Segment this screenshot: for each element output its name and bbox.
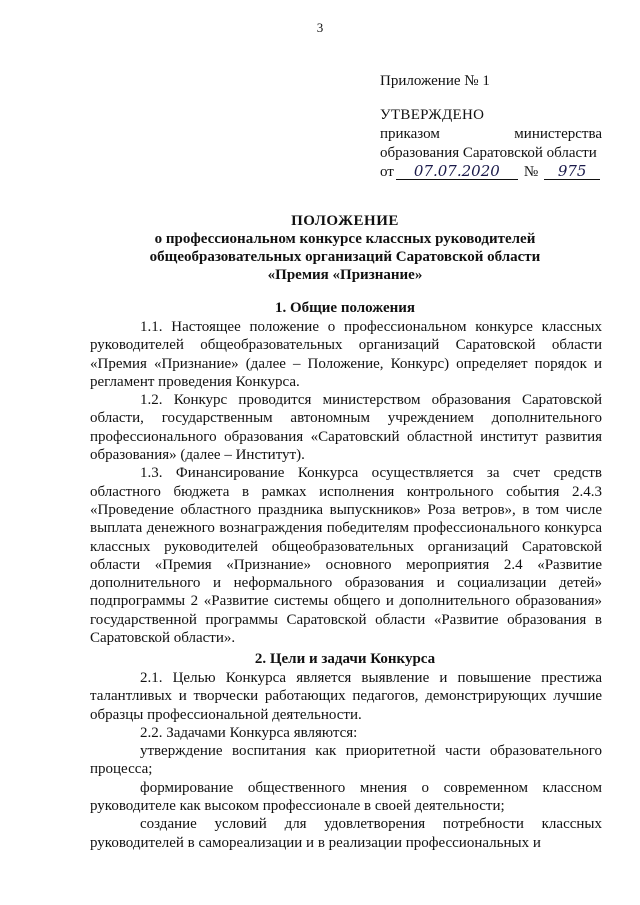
ministry-word: министерства: [514, 126, 602, 142]
paragraph-2-5: создание условий для удовлетворения потребности классных руководителей в самореализации и в реализации профессиональных и: [90, 816, 602, 851]
order-word: приказом: [380, 126, 440, 142]
title-line-4: «Премия «Признание»: [267, 267, 423, 283]
section-1-body: [90, 318, 602, 647]
date-number-line: [380, 163, 602, 182]
title-line-1: ПОЛОЖЕНИЕ: [291, 213, 399, 229]
title-line-3: общеобразовательных организаций Саратовской области: [149, 249, 541, 265]
number-label: №: [523, 164, 539, 180]
ministry-line: образования Саратовской области: [380, 145, 597, 161]
paragraph-2-1: 2.1. Целью Конкурса является выявление и повышение престижа талантливых и творчески работающих педагогов, демонстрирующих лучшие образцы профессиональной деятельности.: [90, 670, 602, 723]
title-line-2: о профессиональном конкурсе классных руководителей: [154, 231, 536, 247]
document-title: [90, 212, 600, 284]
paragraph-2-2: 2.2. Задачами Конкурса являются:: [140, 724, 358, 741]
section-1-heading: 1. Общие положения: [274, 300, 416, 316]
from-label: от: [380, 164, 394, 180]
paragraph-1-2: 1.2. Конкурс проводится министерством образования Саратовской области, государственным автономным учреждением дополнительного профессионального образования «Саратовский областной институт развития образования» (далее – Институт).: [90, 392, 602, 464]
paragraph-2-4: формирование общественного мнения о современном классном руководителе как высоком профессионале в своей деятельности;: [90, 779, 602, 815]
page-number: 3: [316, 20, 324, 35]
handwritten-number: 975: [544, 164, 600, 180]
section-2-body: [90, 669, 602, 852]
section-2-heading: 2. Цели и задачи Конкурса: [254, 651, 436, 667]
approval-block: [380, 106, 602, 182]
paragraph-1-3: 1.3. Финансирование Конкурса осуществляется за счет средств областного бюджета в рамках исполнения контрольного события 2.4.3 «Проведение областного праздника выпускников» Роза ветров», в том числе выплата денежного вознаграждения победителям профессионального конкурса классных руководителей общеобразовательных организаций Саратовской области «Премия «Признание» основного мероприятия 2.4 «Развитие дополнительного и неформального образования и социализации детей» подпрограммы 2 «Развитие системы общего и дополнительного образования» государственной программы Саратовской области «Развитие образования в Саратовской области».: [90, 465, 602, 647]
handwritten-date: 07.07.2020: [396, 164, 518, 180]
approved-label: УТВЕРЖДЕНО: [380, 107, 485, 123]
appendix-label: Приложение № 1: [380, 73, 490, 89]
paragraph-1-1: 1.1. Настоящее положение о профессиональном конкурсе классных руководителей общеобразовательных организаций Саратовской области «Премия «Признание» (далее – Положение, Конкурс) определяет порядок и регламент проведения Конкурса.: [90, 319, 602, 390]
paragraph-2-3: утверждение воспитания как приоритетной части образовательного процесса;: [90, 743, 602, 778]
order-line: [380, 125, 602, 144]
